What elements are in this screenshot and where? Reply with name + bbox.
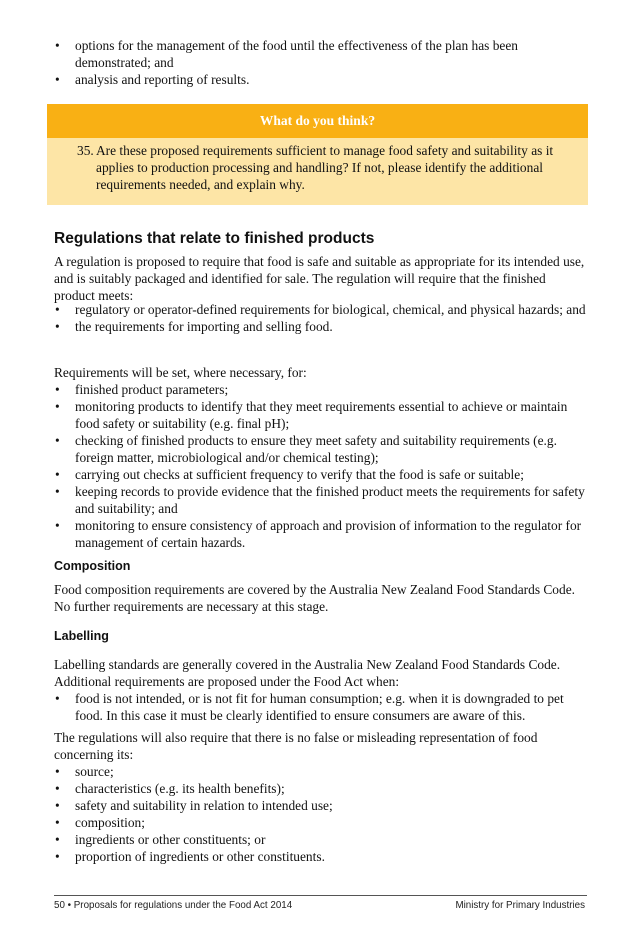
footer-divider: [54, 895, 587, 896]
bullet-icon: •: [55, 382, 60, 397]
list-item: • monitoring products to identify that they meet requirements essential to achieve or maintain food safety or suitability (e.g. final pH);: [55, 399, 568, 431]
bullet-icon: •: [55, 798, 60, 813]
list-item: • checking of finished products to ensure they meet safety and suitability requirements (e.g. foreign matter, microbiological and/or chemical testing);: [55, 433, 557, 465]
bullet-icon: •: [55, 399, 60, 414]
bullet-icon: •: [55, 302, 60, 317]
bullet-icon: •: [55, 518, 60, 533]
labelling-also-text: The regulations will also require that there is no false or misleading representation of food concerning its:: [54, 730, 538, 762]
bullet-icon: •: [55, 484, 60, 499]
composition-text: Food composition requirements are covered by the Australia New Zealand Food Standards Code. No further requirements are necessary at this stage.: [54, 582, 575, 614]
bullet-icon: •: [55, 433, 60, 448]
bullet-icon: •: [55, 832, 60, 847]
list-item: • options for the management of the food until the effectiveness of the plan has been demonstrated; and: [55, 38, 518, 70]
list-item: • analysis and reporting of results.: [55, 72, 250, 87]
list-item: • carrying out checks at sufficient frequency to verify that the food is safe or suitable;: [55, 467, 524, 482]
list-item: • proportion of ingredients or other constituents.: [55, 849, 325, 864]
bullet-icon: •: [55, 691, 60, 706]
list-item: • characteristics (e.g. its health benefits);: [55, 781, 285, 796]
list-item: • food is not intended, or is not fit for human consumption; e.g. when it is downgraded to pet food. In this case it must be clearly identified to ensure consumers are aware of this.: [55, 691, 564, 723]
requirements-bullet-list: [54, 381, 589, 551]
question-35: [77, 142, 577, 193]
bullet-icon: •: [55, 764, 60, 779]
list-item: • composition;: [55, 815, 145, 830]
labelling-text: Labelling standards are generally covered in the Australia New Zealand Food Standards Code. Additional requirements are proposed under the Food Act when:: [54, 657, 561, 689]
question-text: Are these proposed requirements sufficient to manage food safety and suitability as it applies to production processing and handling? If not, please identify the additional requirements needed, and explain why.: [96, 143, 554, 192]
bullet-icon: •: [55, 72, 60, 87]
question-box-heading: What do you think?: [47, 104, 588, 138]
composition-heading: Composition: [54, 559, 131, 573]
labelling-heading: Labelling: [54, 629, 109, 643]
concerning-bullet-list: [54, 763, 589, 865]
section-heading: Regulations that relate to finished products: [54, 230, 375, 247]
bullet-icon: •: [55, 849, 60, 864]
bullet-icon: •: [55, 319, 60, 334]
bullet-icon: •: [55, 467, 60, 482]
list-item: • monitoring to ensure consistency of approach and provision of information to the regulator for management of certain hazards.: [55, 518, 582, 550]
list-item: • keeping records to provide evidence that the finished product meets the requirements for safety and suitability; and: [55, 484, 585, 516]
list-item: • the requirements for importing and selling food.: [55, 319, 333, 334]
footer-page-info: 50 • Proposals for regulations under the Food Act 2014: [54, 900, 293, 911]
list-item: • source;: [55, 764, 114, 779]
footer-publisher: Ministry for Primary Industries: [455, 900, 585, 911]
question-number: 35.: [77, 143, 94, 158]
top-bullet-list: [54, 37, 589, 88]
bullet-icon: •: [55, 38, 60, 53]
list-item: • safety and suitability in relation to intended use;: [55, 798, 333, 813]
requirements-intro: Requirements will be set, where necessary, for:: [54, 365, 307, 380]
bullet-icon: •: [55, 815, 60, 830]
list-item: • finished product parameters;: [55, 382, 229, 397]
list-item: • regulatory or operator-defined requirements for biological, chemical, and physical hazards; and: [55, 302, 586, 317]
list-item: • ingredients or other constituents; or: [55, 832, 266, 847]
labelling-when-list: [54, 690, 589, 724]
meets-bullet-list: [54, 301, 589, 335]
section-intro: A regulation is proposed to require that food is safe and suitable as appropriate for its intended use, and is suitably packaged and identified for sale. The regulation will require that the finished product meets:: [54, 254, 585, 303]
bullet-icon: •: [55, 781, 60, 796]
